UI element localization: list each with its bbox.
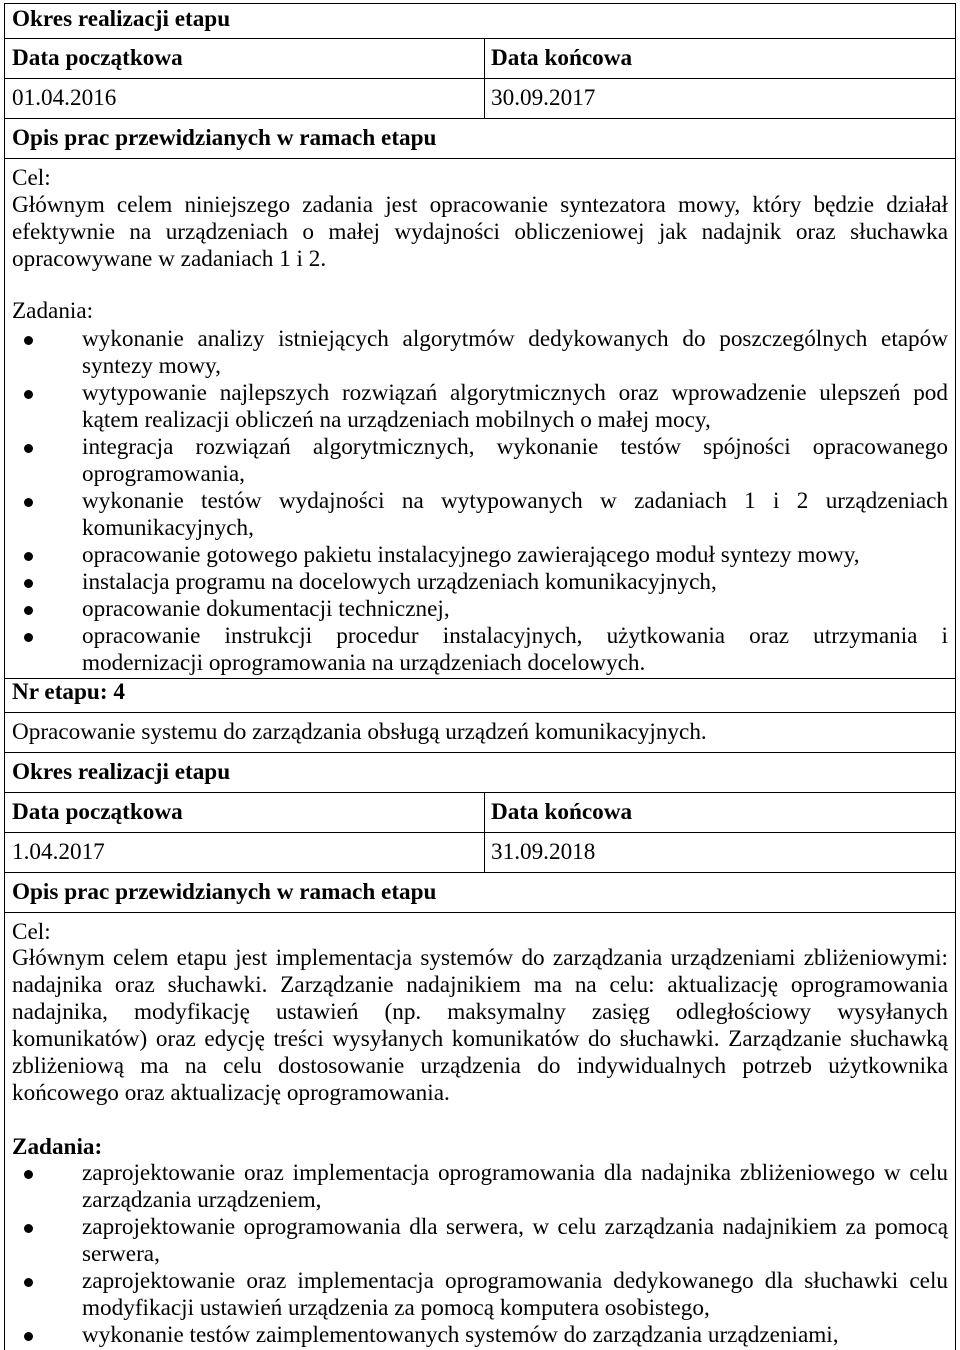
table-row-border [4, 912, 956, 913]
table-row-border [4, 118, 956, 119]
goal-text-line: zbliżeniową ma na celu dostosowanie urządzenia do indywidualnych potrzeb użytkownika [12, 1053, 948, 1079]
task-text-line: zaprojektowanie oprogramowania dla serwera, w celu zarządzania nadajnikiem za pomocą [82, 1214, 948, 1240]
table-row-border [4, 712, 956, 713]
table-border-right [955, 3, 956, 1350]
bullet-icon [24, 633, 33, 642]
task-item [82, 569, 948, 596]
task-text-line: wykonanie testów zaimplementowanych systemów do zarządzania urządzeniami, [82, 1322, 839, 1348]
period-heading: Okres realizacji etapu [12, 759, 231, 785]
task-text-line: opracowanie instrukcji procedur instalacyjnych, użytkowania oraz utrzymania i [82, 623, 948, 649]
goal-text-line: efektywnie na urządzeniach o małej wydajności obliczeniowej jak nadajnik oraz słuchawka [12, 219, 948, 245]
task-text-line: zaprojektowanie oraz implementacja oprogramowania dla nadajnika zbliżeniowego w celu [82, 1160, 948, 1186]
work-description-heading: Opis prac przewidzianych w ramach etapu [12, 879, 437, 905]
task-item [82, 434, 948, 488]
end-date-value: 30.09.2017 [491, 85, 596, 111]
task-text-line: komunikacyjnych, [82, 515, 254, 541]
start-date-label: Data początkowa [12, 45, 183, 71]
goal-text-line: końcowego oraz aktualizację oprogramowania. [12, 1080, 450, 1106]
goal-text-line: nadajnika oraz słuchawki. Zarządzanie nadajnikiem ma na celu: aktualizację oprogramowania [12, 972, 948, 998]
task-item [82, 488, 948, 542]
task-text-line: zarządzania urządzeniem, [82, 1187, 322, 1213]
task-item [82, 542, 948, 569]
bullet-icon [24, 1224, 33, 1233]
tasks-list [82, 1160, 948, 1349]
table-row-border [4, 158, 956, 159]
task-text-line: kątem realizacji obliczeń na urządzeniach mobilnych o małej mocy, [82, 407, 711, 433]
stage-title: Opracowanie systemu do zarządzania obsługą urządzeń komunikacyjnych. [12, 719, 707, 745]
task-text-line: wykonanie testów wydajności na wytypowanych w zadaniach 1 i 2 urządzeniach [82, 488, 948, 514]
table-row-border [4, 3, 956, 4]
task-text-line: modyfikacji ustawień urządzenia za pomocą komputera osobistego, [82, 1295, 710, 1321]
start-date-value: 1.04.2017 [12, 839, 105, 865]
bullet-icon [24, 552, 33, 561]
task-text-line: wykonanie analizy istniejących algorytmów dedykowanych do poszczególnych etapów [82, 326, 948, 352]
start-date-label: Data początkowa [12, 799, 183, 825]
end-date-value: 31.09.2018 [491, 839, 596, 865]
bullet-icon [24, 336, 33, 345]
task-item [82, 623, 948, 677]
task-text-line: integracja rozwiązań algorytmicznych, wykonanie testów spójności opracowanego [82, 434, 948, 460]
task-text-line: zaprojektowanie oraz implementacja oprogramowania dedykowanego dla słuchawki celu [82, 1268, 948, 1294]
task-item [82, 1322, 948, 1349]
goal-text-line: Głównym celem niniejszego zadania jest opracowanie syntezatora mowy, który będzie działał [12, 192, 948, 218]
goal-label: Cel: [12, 165, 51, 191]
tasks-list [82, 326, 948, 677]
bullet-icon [24, 1170, 33, 1179]
table-border-left [4, 3, 5, 1350]
goal-text-line: Głównym celem etapu jest implementacja systemów do zarządzania urządzeniami zbliżeniowymi: [12, 945, 948, 971]
goal-text-line: komunikatów) oraz edycję treści wysyłanych komunikatów do słuchawki. Zarządzanie słuchawką [12, 1026, 948, 1052]
task-text-line: opracowanie gotowego pakietu instalacyjnego zawierającego moduł syntezy mowy, [82, 542, 860, 568]
table-row-border [4, 38, 956, 39]
task-text-line: wytypowanie najlepszych rozwiązań algorytmicznych oraz wprowadzenie ulepszeń pod [82, 380, 948, 406]
task-text-line: serwera, [82, 1241, 160, 1267]
work-description-heading: Opis prac przewidzianych w ramach etapu [12, 125, 437, 151]
task-item [82, 1160, 948, 1214]
table-row-border [4, 78, 956, 79]
goal-text-line: nadajnika, modyfikację ustawień (np. maksymalny zasięg odległościowy wysyłanych [12, 999, 948, 1025]
end-date-label: Data końcowa [491, 799, 633, 825]
stage-number-label: Nr etapu: 4 [12, 679, 125, 705]
end-date-label: Data końcowa [491, 45, 633, 71]
goal-paragraph [12, 192, 948, 273]
start-date-value: 01.04.2016 [12, 85, 117, 111]
task-text-line: instalacja programu na docelowych urządzeniach komunikacyjnych, [82, 569, 717, 595]
bullet-icon [24, 444, 33, 453]
table-row-border [4, 792, 956, 793]
task-text-line: syntezy mowy, [82, 353, 221, 379]
tasks-label: Zadania: [12, 1134, 103, 1160]
tasks-label: Zadania: [12, 298, 94, 324]
bullet-icon [24, 390, 33, 399]
bullet-icon [24, 1332, 33, 1341]
bullet-icon [24, 606, 33, 615]
table-row-border [4, 678, 956, 679]
goal-label: Cel: [12, 919, 51, 945]
table-row-border [4, 752, 956, 753]
bullet-icon [24, 498, 33, 507]
goal-text-line: opracowywane w zadaniach 1 i 2. [12, 246, 327, 272]
task-item [82, 596, 948, 623]
bullet-icon [24, 1278, 33, 1287]
task-text-line: modernizacji oprogramowania na urządzeniach docelowych. [82, 650, 646, 676]
task-item [82, 326, 948, 380]
task-item [82, 1268, 948, 1322]
task-text-line: opracowanie dokumentacji technicznej, [82, 596, 450, 622]
task-item [82, 1214, 948, 1268]
table-row-border [4, 832, 956, 833]
goal-paragraph [12, 945, 948, 1107]
table-row-border [4, 872, 956, 873]
task-item [82, 380, 948, 434]
period-heading: Okres realizacji etapu [12, 6, 231, 32]
bullet-icon [24, 579, 33, 588]
task-text-line: oprogramowania, [82, 461, 245, 487]
